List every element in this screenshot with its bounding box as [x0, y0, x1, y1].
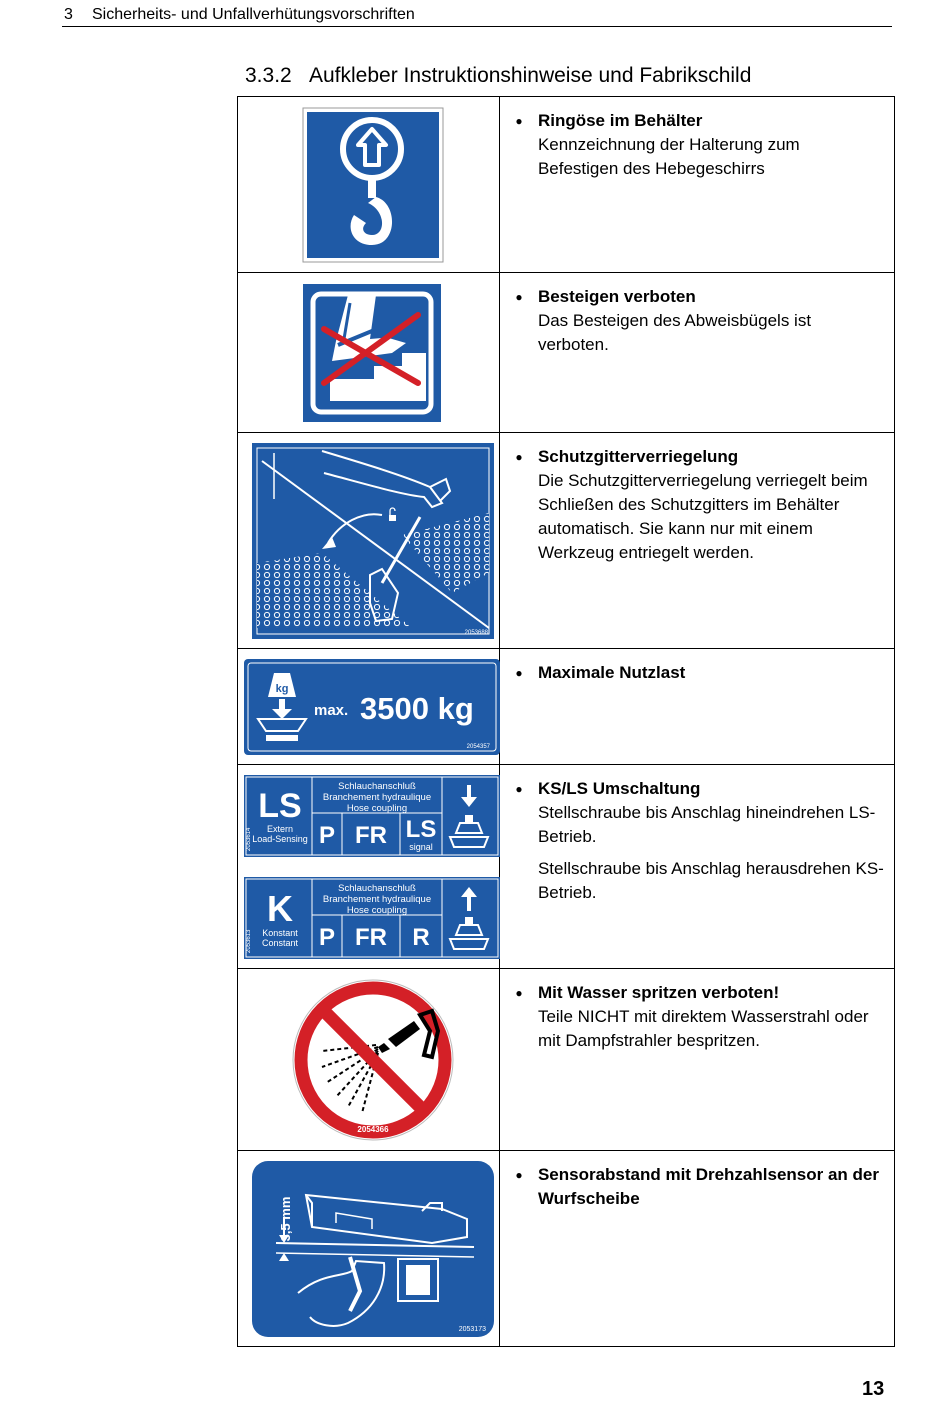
sticker-cell — [238, 273, 500, 433]
chapter-number: 3 — [64, 6, 73, 23]
sticker-code: 2053614 — [246, 827, 252, 851]
max-payload-icon — [244, 659, 500, 755]
sticker-table — [237, 96, 895, 1347]
ls-sub2: Load-Sensing — [252, 834, 308, 844]
sticker-cell — [238, 433, 500, 649]
k-big: K — [267, 888, 293, 929]
bullet: ● — [515, 290, 523, 304]
ls-signal: signal — [409, 842, 433, 852]
ls-line2: Branchement hydraulique — [322, 792, 432, 803]
sticker-cell — [238, 969, 500, 1151]
grid-lock-icon — [252, 443, 494, 639]
max-label: max. — [314, 702, 349, 719]
bullet: ● — [515, 114, 523, 128]
sticker-title: KS/LS Umschaltung — [537, 779, 701, 798]
sticker-text: Kennzeichnung der Halterung zum Befestigen des Hebegeschirrs — [537, 135, 800, 178]
bullet: ● — [515, 450, 523, 464]
section-title: Aufkleber Instruktionshinweise und Fabrikschild — [309, 64, 752, 87]
kg-label: kg — [275, 683, 289, 695]
sticker-cell — [238, 765, 500, 969]
sticker-text: Teile NICHT mit direktem Wasserstrahl oder mit Dampfstrahler bespritzen. — [537, 1007, 869, 1050]
sticker-title: Ringöse im Behälter — [537, 111, 703, 130]
table-row — [238, 433, 895, 649]
sticker-text: Die Schutzgitterverriegelung verriegelt beim Schließen des Schutzgitters im Behälter automatisch. Sie kann nur mit einem Werkzeug entriegelt werden. — [537, 471, 868, 562]
running-header — [62, 4, 892, 27]
description-cell — [499, 433, 894, 649]
description-cell — [499, 1151, 894, 1347]
hook-lifting-point-icon — [302, 107, 444, 263]
k-sub1: Konstant — [262, 928, 298, 938]
table-row — [238, 273, 895, 433]
k-line2: Branchement hydraulique — [322, 894, 432, 905]
description-cell — [499, 273, 894, 433]
table-row — [238, 765, 895, 969]
sticker-title: Maximale Nutzlast — [537, 663, 686, 682]
section-heading — [245, 64, 751, 88]
k-sub2: Constant — [261, 938, 299, 948]
bullet: ● — [515, 666, 523, 680]
k-p: P — [318, 924, 336, 951]
k-r: R — [412, 924, 430, 951]
no-water-spray-icon — [292, 979, 454, 1141]
sticker-cell — [238, 1151, 500, 1347]
description-cell — [499, 969, 894, 1151]
description-cell — [499, 97, 894, 273]
sensor-distance-icon — [252, 1161, 494, 1337]
table-row — [238, 969, 895, 1151]
section-number: 3.3.2 — [245, 64, 292, 87]
k-line1: Schlauchanschluß — [338, 883, 416, 894]
page-number: 13 — [862, 1378, 885, 1400]
ls-label-icon — [244, 775, 500, 857]
description-cell — [499, 649, 894, 765]
sticker-title: Mit Wasser spritzen verboten! — [537, 983, 780, 1002]
sticker-cell — [238, 649, 500, 765]
max-value: 3500 kg — [360, 691, 474, 726]
bullet: ● — [515, 782, 523, 796]
ls-ls: LS — [405, 816, 437, 843]
table-row — [238, 97, 895, 273]
no-stepping-icon — [302, 283, 442, 423]
sticker-text: Stellschraube bis Anschlag hineindrehen LS-Betrieb. — [537, 803, 876, 846]
bullet: ● — [515, 986, 523, 1000]
k-label-icon — [244, 877, 500, 959]
sticker-code: 2054366 — [357, 1125, 389, 1134]
sticker-text: Das Besteigen des Abweisbügels ist verboten. — [537, 311, 812, 354]
bullet: ● — [515, 1168, 523, 1182]
sticker-cell — [238, 97, 500, 273]
ls-line3: Hose coupling — [346, 803, 408, 814]
table-row — [238, 1151, 895, 1347]
dimension-label: 3,5 mm — [278, 1196, 293, 1242]
description-cell — [499, 765, 894, 969]
chapter-title: Sicherheits- und Unfallverhütungsvorschriften — [92, 6, 415, 23]
k-line3: Hose coupling — [346, 905, 408, 916]
sticker-title: Sensorabstand mit Drehzahlsensor an der Wurfscheibe — [537, 1165, 879, 1208]
sticker-code: 2053173 — [458, 1326, 486, 1333]
sticker-code: 2053688 — [464, 630, 488, 636]
sticker-code: 2054357 — [466, 744, 490, 750]
sticker-code: 2053613 — [246, 929, 252, 953]
sticker-title: Besteigen verboten — [537, 287, 696, 306]
ls-fr: FR — [355, 822, 387, 849]
sticker-title: Schutzgitterverriegelung — [537, 447, 739, 466]
ls-big: LS — [258, 787, 302, 825]
sticker-text-2: Stellschraube bis Anschlag herausdrehen KS-Betrieb. — [537, 859, 884, 902]
k-fr: FR — [355, 924, 387, 951]
table-row — [238, 649, 895, 765]
ls-p: P — [318, 822, 336, 849]
ls-sub1: Extern — [266, 824, 294, 834]
ls-line1: Schlauchanschluß — [338, 781, 416, 792]
